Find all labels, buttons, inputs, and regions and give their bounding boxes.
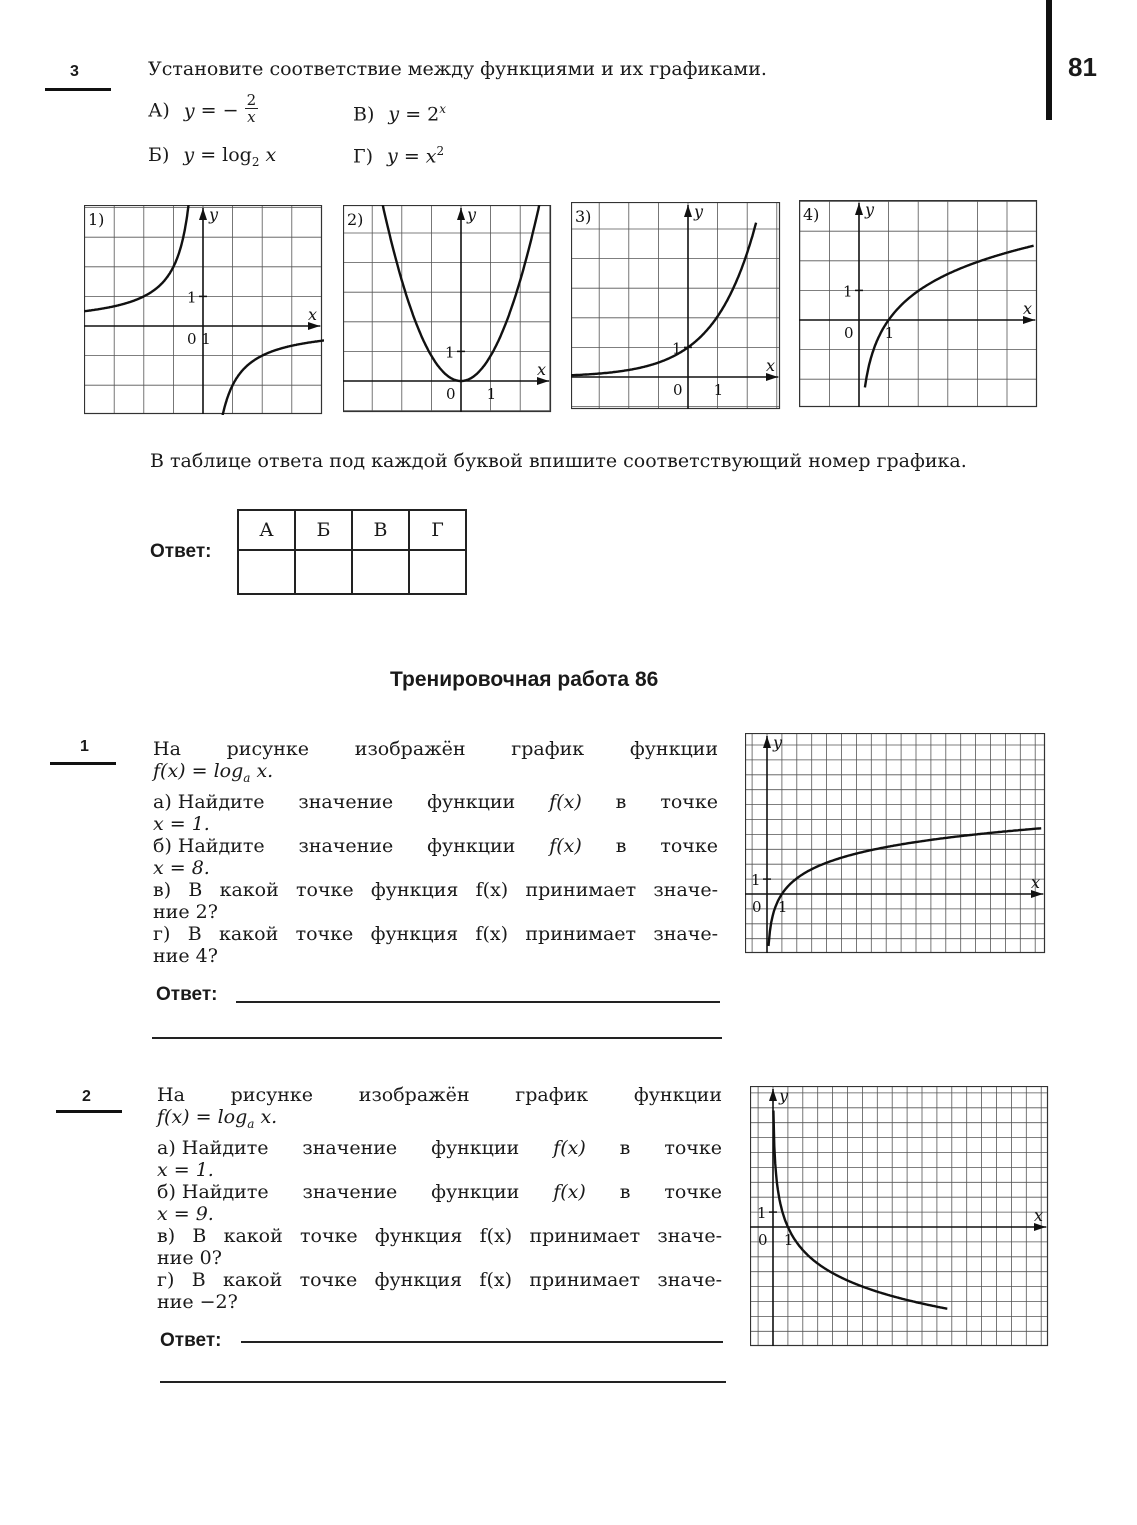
task-2-c-cont: ние 0? (157, 1246, 222, 1269)
y-axis-label: y (694, 202, 704, 221)
task-3-underline (45, 88, 111, 91)
origin-label: 0 (844, 324, 854, 342)
task-3-prompt: Установите соответствие между функциями и их графиками. (148, 58, 767, 80)
x-unit-label: 1 (783, 1231, 794, 1249)
y-axis-arrow (769, 1089, 777, 1101)
func-V: В) $y = 2^x$ (353, 102, 447, 126)
task-2-answer-line-2[interactable] (160, 1381, 726, 1383)
task-2-c-line: в) В какой точке функция f(x) принимает значе- (157, 1224, 722, 1247)
graph-border (746, 734, 1045, 953)
task-1-answer-line-1[interactable] (236, 1001, 720, 1003)
y-axis-label: y (467, 205, 477, 224)
function-curve (865, 246, 1034, 388)
task-2-a-line: а) Найдите значение функции f(x) в точке (157, 1136, 722, 1159)
answer-table-header-row (238, 510, 466, 550)
answer-table-input-row (238, 550, 466, 594)
y-axis-arrow (199, 208, 207, 220)
origin-label: 0 (446, 385, 456, 403)
y-axis-label: y (865, 200, 875, 219)
task-1-a-line: а) Найдите значение функции f(x) в точке (153, 790, 718, 813)
y-unit-label: 1 (757, 1204, 767, 1223)
task-1-c-cont: ние 2? (153, 900, 218, 923)
y-axis-label: y (779, 1086, 789, 1105)
y-unit-label: 1 (187, 288, 197, 307)
task-1-line-2: $f(x) = \log_a x$. (153, 760, 274, 785)
origin-label: 0 (673, 381, 683, 399)
function-curve (773, 1111, 947, 1309)
y-axis-arrow (763, 736, 771, 748)
task-2-b-line: б) Найдите значение функции f(x) в точке (157, 1180, 722, 1203)
task-3-answer-label: Ответ: (150, 541, 212, 562)
x-unit-label: 1 (713, 381, 724, 399)
graph-1 (84, 205, 324, 415)
page-number: 81 (1068, 52, 1097, 82)
answer-header-B: Б (295, 510, 352, 550)
task-1-a-cont: x = 1. (153, 812, 210, 835)
y-axis-label: y (209, 205, 219, 224)
graph-label: 2) (347, 210, 364, 229)
y-unit-label: 1 (672, 339, 682, 358)
task-1-d-cont: ние 4? (153, 944, 218, 967)
y-axis-arrow (457, 208, 465, 220)
func-A: А) y = − $\frac{2}{x}$ (148, 91, 257, 126)
task-1-answer-label: Ответ: (156, 984, 218, 1005)
x-axis-label: x (1023, 299, 1033, 318)
task-1-underline (50, 762, 116, 765)
answer-header-V: В (352, 510, 409, 550)
func-G: Г) $y = x^2$ (353, 144, 445, 168)
answer-header-G: Г (409, 510, 466, 550)
task-2-number: 2 (82, 1088, 91, 1105)
x-axis-label: x (1034, 1206, 1044, 1225)
task-1-d-line: г) В какой точке функция f(x) принимает значе- (153, 922, 718, 945)
answer-cell-A[interactable] (238, 550, 295, 594)
task-1-text (153, 738, 718, 967)
task-1-answer-line-2[interactable] (152, 1037, 722, 1039)
x-unit-label: 1 (486, 385, 497, 403)
func-B: Б) $y = \log_2 x$ (148, 144, 277, 169)
origin-label: 0 1 (187, 330, 211, 348)
x-axis-label: x (1031, 873, 1041, 892)
task-2-d-cont: ние −2? (157, 1290, 238, 1313)
task-1-c-line: в) В какой точке функция f(x) принимает значе- (153, 878, 718, 901)
x-axis-label: x (308, 305, 318, 324)
answer-cell-V[interactable] (352, 550, 409, 594)
task-2-text (157, 1084, 722, 1313)
graph-2 (343, 205, 553, 413)
y-unit-label: 1 (751, 871, 761, 890)
section-title: Тренировочная работа 86 (390, 668, 659, 691)
function-curve (769, 828, 1042, 946)
task-2-underline (56, 1110, 122, 1113)
task-1-b-cont: x = 8. (153, 856, 210, 879)
answer-table (237, 509, 467, 595)
graph-border (751, 1087, 1048, 1346)
task-2-line-1: На рисунке изображён график функции (157, 1084, 722, 1106)
answer-cell-B[interactable] (295, 550, 352, 594)
function-curve (571, 223, 756, 376)
task-3-number: 3 (70, 63, 79, 80)
graph-3 (571, 202, 782, 410)
task-1-b-line: б) Найдите значение функции f(x) в точке (153, 834, 718, 857)
task-2-answer-label: Ответ: (160, 1330, 222, 1351)
graph-label: 3) (575, 207, 592, 226)
answer-header-A: А (238, 510, 295, 550)
y-unit-label: 1 (445, 343, 455, 362)
y-axis-label: y (773, 733, 783, 752)
y-axis-arrow (684, 205, 692, 217)
y-unit-label: 1 (843, 282, 853, 301)
x-unit-label: 1 (777, 898, 788, 916)
task-1-graph (745, 733, 1048, 955)
graph-4 (799, 200, 1039, 408)
y-axis-arrow (855, 203, 863, 215)
page-edge-bar (1046, 0, 1052, 120)
function-curve (217, 340, 324, 415)
x-axis-label: x (537, 360, 547, 379)
task-2-graph (750, 1086, 1050, 1348)
task-2-a-cont: x = 1. (157, 1158, 214, 1181)
graph-label: 1) (88, 210, 105, 229)
task-2-d-line: г) В какой точке функция f(x) принимает значе- (157, 1268, 722, 1291)
task-3-instruction: В таблице ответа под каждой буквой впишите соответствующий номер графика. (150, 450, 967, 472)
x-axis-label: x (766, 356, 776, 375)
origin-label: 0 (752, 898, 762, 916)
answer-cell-G[interactable] (409, 550, 466, 594)
task-1-number: 1 (80, 738, 89, 755)
task-2-b-cont: x = 9. (157, 1202, 214, 1225)
x-unit-label: 1 (884, 324, 895, 342)
graph-label: 4) (803, 205, 820, 224)
task-2-answer-line-1[interactable] (241, 1341, 723, 1343)
task-1-line-1: На рисунке изображён график функции (153, 738, 718, 760)
task-2-line-2: $f(x) = \log_a x$. (157, 1106, 278, 1131)
origin-label: 0 (758, 1231, 768, 1249)
fraction: $\frac{2}{x}$ (246, 91, 257, 126)
